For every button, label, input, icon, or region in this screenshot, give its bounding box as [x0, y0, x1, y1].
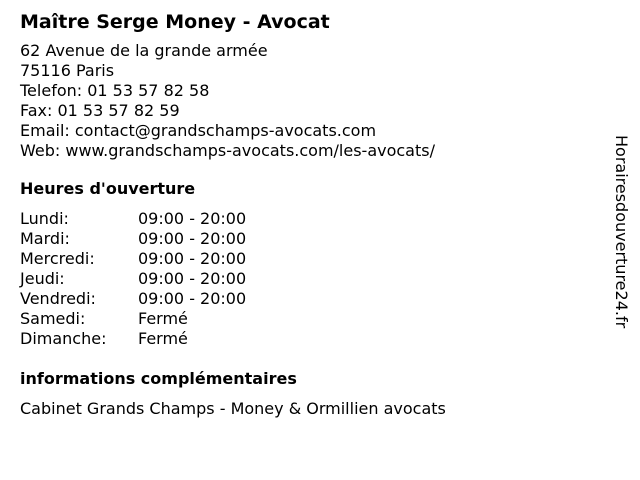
hours-row-saturday — [20, 309, 600, 329]
address-street: 62 Avenue de la grande armée — [20, 41, 268, 60]
side-brand-text: Horairesdouverture24.fr — [612, 135, 631, 329]
day-label: Mercredi: — [20, 249, 95, 268]
day-time: 09:00 - 20:00 — [138, 269, 247, 288]
hours-row-wednesday — [20, 249, 600, 269]
info-text: Cabinet Grands Champs - Money & Ormillien avocats — [20, 399, 446, 418]
day-time: 09:00 - 20:00 — [138, 209, 247, 228]
hours-row-tuesday — [20, 229, 600, 249]
hours-row-sunday — [20, 329, 600, 349]
hours-row-monday — [20, 209, 600, 229]
hours-row-friday — [20, 289, 600, 309]
day-label: Mardi: — [20, 229, 70, 248]
day-time: Fermé — [138, 309, 188, 328]
business-card — [20, 9, 600, 419]
address-city: 75116 Paris — [20, 61, 115, 80]
day-label: Dimanche: — [20, 329, 107, 348]
page-title: Maître Serge Money - Avocat — [20, 11, 330, 33]
day-label: Vendredi: — [20, 289, 96, 308]
hours-table — [20, 209, 600, 349]
day-time: 09:00 - 20:00 — [138, 289, 247, 308]
day-time: 09:00 - 20:00 — [138, 249, 247, 268]
day-label: Jeudi: — [20, 269, 65, 288]
info-title: informations complémentaires — [20, 369, 297, 388]
hours-title: Heures d'ouverture — [20, 179, 196, 198]
day-time: Fermé — [138, 329, 188, 348]
hours-row-thursday — [20, 269, 600, 289]
email-line: Email: contact@grandschamps-avocats.com — [20, 121, 377, 140]
web-line: Web: www.grandschamps-avocats.com/les-avocats/ — [20, 141, 435, 160]
day-time: 09:00 - 20:00 — [138, 229, 247, 248]
fax-line: Fax: 01 53 57 82 59 — [20, 101, 180, 120]
day-label: Lundi: — [20, 209, 69, 228]
phone-line: Telefon: 01 53 57 82 58 — [20, 81, 210, 100]
day-label: Samedi: — [20, 309, 86, 328]
